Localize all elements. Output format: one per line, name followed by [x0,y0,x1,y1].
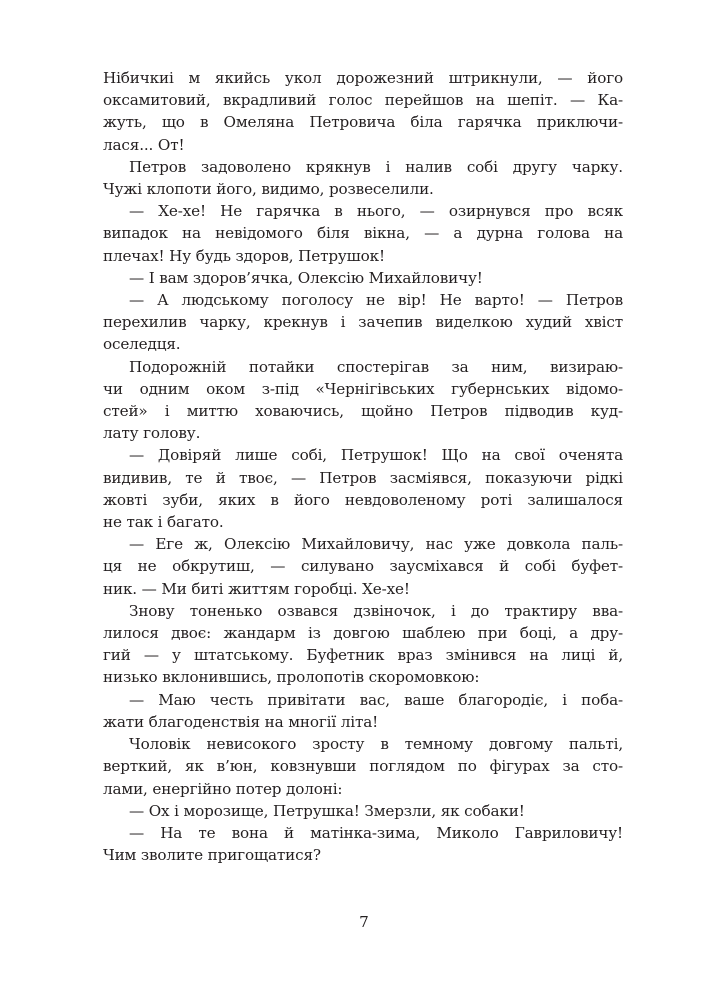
text-line: — Ох і морозище, Петрушка! Змерзли, як собаки! [129,801,525,820]
text-line: верткий, як в’юн, ковзнувши поглядом по фігурах за сто- [103,757,623,776]
text-line: Знову тоненько озвався дзвіночок, і до трактиру вва- [129,601,623,620]
text-line: — Еге ж, Олексію Михайловичу, нас уже довкола паль- [129,535,623,554]
text-line: лилося двоє: жандарм із довгою шаблею при боці, а дру- [103,624,623,643]
text-line: стей» і миттю ховаючись, щойно Петров підводив куд- [103,402,623,421]
text-line: ник. — Ми биті життям горобці. Хе-хе! [103,579,410,598]
text-line: лася... От! [103,135,185,154]
text-line: не так і багато. [103,513,224,532]
text-line: Чоловік невисокого зросту в темному довгому пальті, [129,735,623,754]
text-line: — А людському поголосу не вір! Не варто! — Петров [129,291,623,310]
text-line: ця не обкрутиш, — силувано заусміхався й собі буфет- [103,557,623,576]
text-line: оксамитовий, вкрадливий голос перейшов на шепіт. — Ка- [103,91,623,110]
text-line: Подорожній потайки спостерігав за ним, визираю- [129,357,623,376]
text-line: плечах! Ну будь здоров, Петрушок! [103,246,385,265]
text-line: випадок на невідомого біля вікна, — а дурна голова на [103,224,623,243]
text-line: — Хе-хе! Не гарячка в нього, — озирнувся про всяк [129,202,623,221]
text-line: — Довіряй лише собі, Петрушок! Що на свої оченята [129,446,623,465]
text-line: — І вам здоров’ячка, Олексію Михайловичу! [129,268,483,287]
text-line: жуть, що в Омеляна Петровича біла гарячка приключи- [103,113,623,132]
text-line: лату голову. [103,424,201,443]
text-line: гий — у штатському. Буфетник враз змінився на лиці й, [103,646,623,665]
text-line: оселедця. [103,335,181,354]
page-number: 7 [359,913,369,931]
body-text [103,67,623,866]
text-line: видивив, те й твоє, — Петров засміявся, показуючи рідкі [103,468,623,487]
text-line: низько вклонившись, пролопотів скоромовкою: [103,668,480,687]
text-line: Чужі клопоти його, видимо, розвеселили. [103,180,434,199]
text-line: чи одним оком з-під «Чернігівських губернських відомо- [103,379,623,398]
text-line: жовті зуби, яких в його невдоволеному роті залишалося [103,490,623,509]
text-line: лами, енергійно потер долоні: [103,779,343,798]
text-line: — Маю честь привітати вас, ваше благородіє, і поба- [129,690,623,709]
text-line: Петров задоволено крякнув і налив собі другу чарку. [129,157,623,176]
text-line: перехилив чарку, крекнув і зачепив виделкою худий хвіст [103,313,623,332]
text-line: — На те вона й матінка-зима, Миколо Гавриловичу! [129,823,623,842]
text-line: Нібичкиі м якийсь укол дорожезний штрикнули, — його [103,69,623,87]
text-line: жати благоденствія на многії літа! [103,712,379,731]
text-line: Чим зволите пригощатися? [103,846,321,865]
